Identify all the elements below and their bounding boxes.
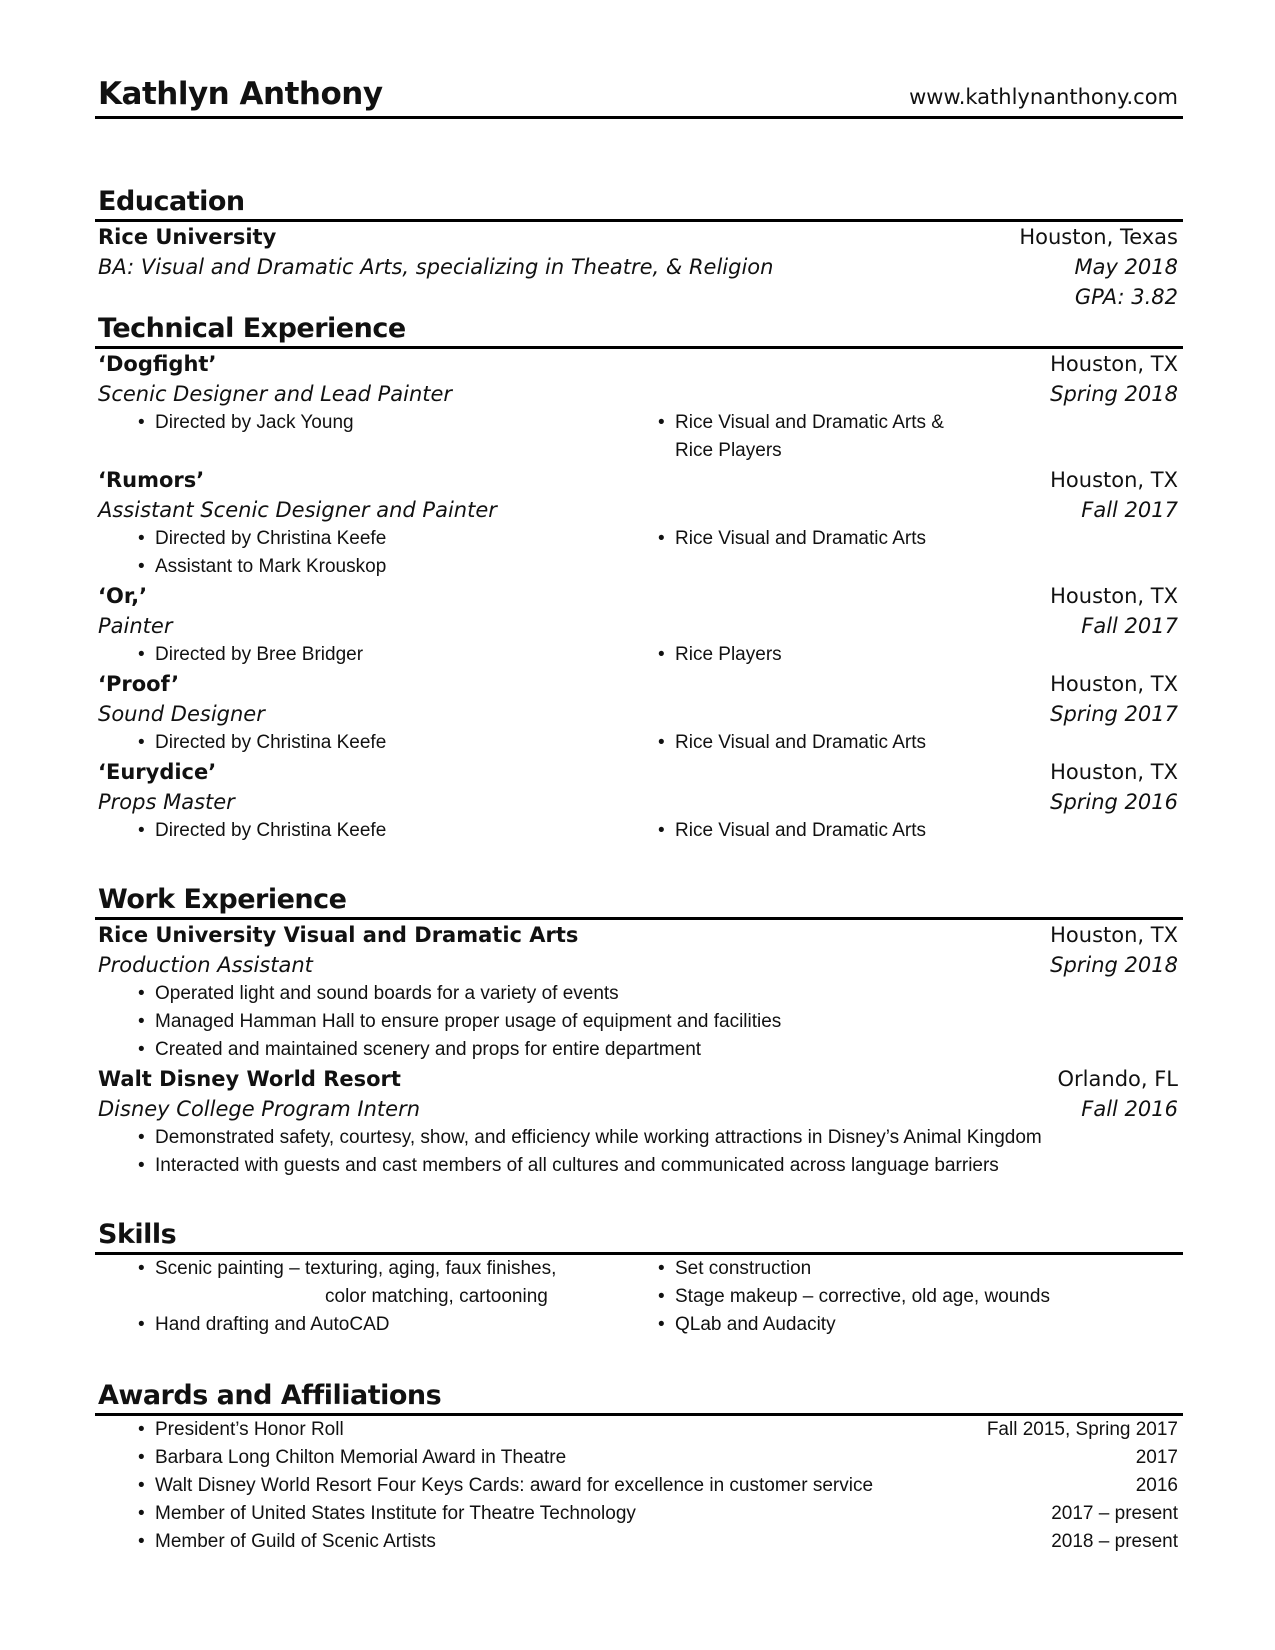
bullet-left [95, 437, 675, 465]
entry-title-row [95, 669, 1183, 699]
bullet-row [95, 525, 1183, 553]
bullet-row [95, 437, 1183, 465]
company-item: • Rice Visual and Dramatic Arts [675, 528, 926, 549]
award-left [95, 1472, 873, 1500]
employer-name: Rice University Visual and Dramatic Arts [98, 923, 579, 947]
graduation-date: May 2018 [1074, 255, 1178, 279]
entry-title-row [95, 465, 1183, 495]
skill-item: • Stage makeup – corrective, old age, wounds [675, 1286, 1050, 1307]
bullet-left [95, 729, 675, 757]
entry-date: Fall 2017 [1081, 498, 1178, 522]
entry-date: Fall 2016 [1081, 1097, 1178, 1121]
bullet-row [95, 1152, 1183, 1180]
award-row [95, 1472, 1183, 1500]
entry-title-row [95, 349, 1183, 379]
content [95, 185, 1183, 1556]
bullet-right [675, 437, 1183, 465]
gpa: GPA: 3.82 [1074, 285, 1178, 309]
entry-role: Painter [98, 614, 173, 638]
entry-date: Spring 2017 [1050, 702, 1178, 726]
bullet-row [95, 1008, 1183, 1036]
bullet-row [95, 817, 1183, 845]
bullet-left [95, 1036, 701, 1064]
employer-name: Walt Disney World Resort [98, 1067, 401, 1091]
duty-item: • Managed Hamman Hall to ensure proper usage of equipment and facilities [155, 1011, 781, 1032]
entry-location: Houston, TX [1050, 584, 1178, 608]
entry-role: Assistant Scenic Designer and Painter [98, 498, 497, 522]
production-title: ‘Dogfight’ [98, 352, 217, 376]
award-name: • Walt Disney World Resort Four Keys Cards: award for excellence in customer service [155, 1475, 873, 1496]
entry-title-row [95, 1064, 1183, 1094]
entry-location: Houston, TX [1050, 352, 1178, 376]
entry-title-row [95, 757, 1183, 787]
award-date: Fall 2015, Spring 2017 [986, 1419, 1178, 1440]
section-heading-work: Work Experience [98, 884, 347, 915]
awards-list [95, 1416, 1183, 1556]
bullet-left [95, 409, 675, 437]
bullet-row [95, 1124, 1183, 1152]
duty-item: • Interacted with guests and cast members of all cultures and communicated across language barriers [155, 1155, 999, 1176]
detail-item: • Directed by Christina Keefe [155, 732, 386, 753]
entry-date: Spring 2016 [1050, 790, 1178, 814]
award-row [95, 1444, 1183, 1472]
work-entries [95, 920, 1183, 1180]
company-item: • Rice Visual and Dramatic Arts & [675, 412, 944, 433]
entry-title-row [95, 581, 1183, 611]
bullet-left [95, 525, 675, 553]
entry-role-row [95, 379, 1183, 409]
award-date: 2016 [1135, 1475, 1178, 1496]
skill-item: • Scenic painting – texturing, aging, faux finishes, [155, 1258, 556, 1279]
production-title: ‘Eurydice’ [98, 760, 217, 784]
entry-role: Props Master [98, 790, 235, 814]
website-link[interactable]: www.kathlynanthony.com [909, 85, 1178, 109]
production-title: ‘Rumors’ [98, 468, 205, 492]
entry-role-row [95, 699, 1183, 729]
bullet-row [95, 980, 1183, 1008]
technical-entries [95, 349, 1183, 845]
bullet-right [675, 525, 1183, 553]
bullet-row [95, 1036, 1183, 1064]
duty-item: • Created and maintained scenery and props for entire department [155, 1039, 701, 1060]
bullet-left [95, 1152, 999, 1180]
skill-item: • Set construction [675, 1258, 811, 1279]
award-date: 2017 [1135, 1447, 1178, 1468]
entry-role: Scenic Designer and Lead Painter [98, 382, 453, 406]
duty-item: • Operated light and sound boards for a variety of events [155, 983, 619, 1004]
award-name: • Barbara Long Chilton Memorial Award in Theatre [155, 1447, 566, 1468]
bullet-right [675, 409, 1183, 437]
section-heading-education: Education [98, 186, 245, 217]
duty-item: • Demonstrated safety, courtesy, show, and efficiency while working attractions in Disney’s Animal Kingdom [155, 1127, 1042, 1148]
entry-date: Spring 2018 [1050, 953, 1178, 977]
skill-item: • Hand drafting and AutoCAD [155, 1314, 390, 1335]
award-left [95, 1528, 436, 1556]
entry-role-row [95, 787, 1183, 817]
entry-location: Houston, TX [1050, 760, 1178, 784]
entry-location: Houston, TX [1050, 468, 1178, 492]
detail-item: • Assistant to Mark Krouskop [155, 556, 386, 577]
production-title: ‘Or,’ [98, 584, 148, 608]
company-item: • Rice Visual and Dramatic Arts [675, 732, 926, 753]
detail-item: • Directed by Christina Keefe [155, 528, 386, 549]
bullet-left [95, 817, 675, 845]
detail-item: • Directed by Bree Bridger [155, 644, 363, 665]
entry-location: Houston, TX [1050, 672, 1178, 696]
award-date: 2017 – present [1051, 1503, 1178, 1524]
detail-item: • Directed by Jack Young [155, 412, 354, 433]
bullet-right [675, 553, 1183, 581]
bullet-row [95, 409, 1183, 437]
job-title: Disney College Program Intern [98, 1097, 421, 1121]
bullet-row [95, 729, 1183, 757]
award-left [95, 1416, 344, 1444]
resume-header [98, 76, 1178, 112]
entry-role-row [95, 1094, 1183, 1124]
section-heading-skills: Skills [98, 1219, 177, 1250]
company-item-continued: Rice Players [675, 440, 782, 461]
bullet-left [95, 641, 675, 669]
detail-item: • Directed by Christina Keefe [155, 820, 386, 841]
bullet-row [95, 553, 1183, 581]
entry-role-row [95, 611, 1183, 641]
entry-location: Orlando, FL [1057, 1067, 1178, 1091]
award-left [95, 1500, 636, 1528]
skill-item: • QLab and Audacity [675, 1314, 836, 1335]
award-name: • President’s Honor Roll [155, 1419, 344, 1440]
award-row [95, 1416, 1183, 1444]
bullet-left [95, 1008, 781, 1036]
award-row [95, 1528, 1183, 1556]
bullet-right [675, 729, 1183, 757]
skill-item-continued: color matching, cartooning [325, 1286, 548, 1307]
company-item: • Rice Players [675, 644, 782, 665]
section-heading-technical: Technical Experience [98, 313, 406, 344]
award-row [95, 1500, 1183, 1528]
entry-role-row [95, 950, 1183, 980]
bullet-left [95, 1124, 1042, 1152]
award-left [95, 1444, 566, 1472]
applicant-name: Kathlyn Anthony [98, 76, 383, 112]
school-location: Houston, Texas [1019, 225, 1178, 249]
entry-role: Sound Designer [98, 702, 265, 726]
company-item: • Rice Visual and Dramatic Arts [675, 820, 926, 841]
job-title: Production Assistant [98, 953, 313, 977]
bullet-right [675, 817, 1183, 845]
award-date: 2018 – present [1051, 1531, 1178, 1552]
entry-date: Fall 2017 [1081, 614, 1178, 638]
header-rule [95, 116, 1183, 119]
award-name: • Member of United States Institute for Theatre Technology [155, 1503, 636, 1524]
entry-location: Houston, TX [1050, 923, 1178, 947]
production-title: ‘Proof’ [98, 672, 180, 696]
section-heading-awards: Awards and Affiliations [98, 1380, 442, 1411]
bullet-left [95, 553, 675, 581]
bullet-row [95, 641, 1183, 669]
bullet-left [95, 980, 619, 1008]
bullet-right [675, 641, 1183, 669]
degree: BA: Visual and Dramatic Arts, specializing in Theatre, & Religion [98, 255, 774, 279]
entry-title-row [95, 920, 1183, 950]
entry-date: Spring 2018 [1050, 382, 1178, 406]
entry-role-row [95, 495, 1183, 525]
award-name: • Member of Guild of Scenic Artists [155, 1531, 436, 1552]
school-name: Rice University [98, 225, 277, 249]
